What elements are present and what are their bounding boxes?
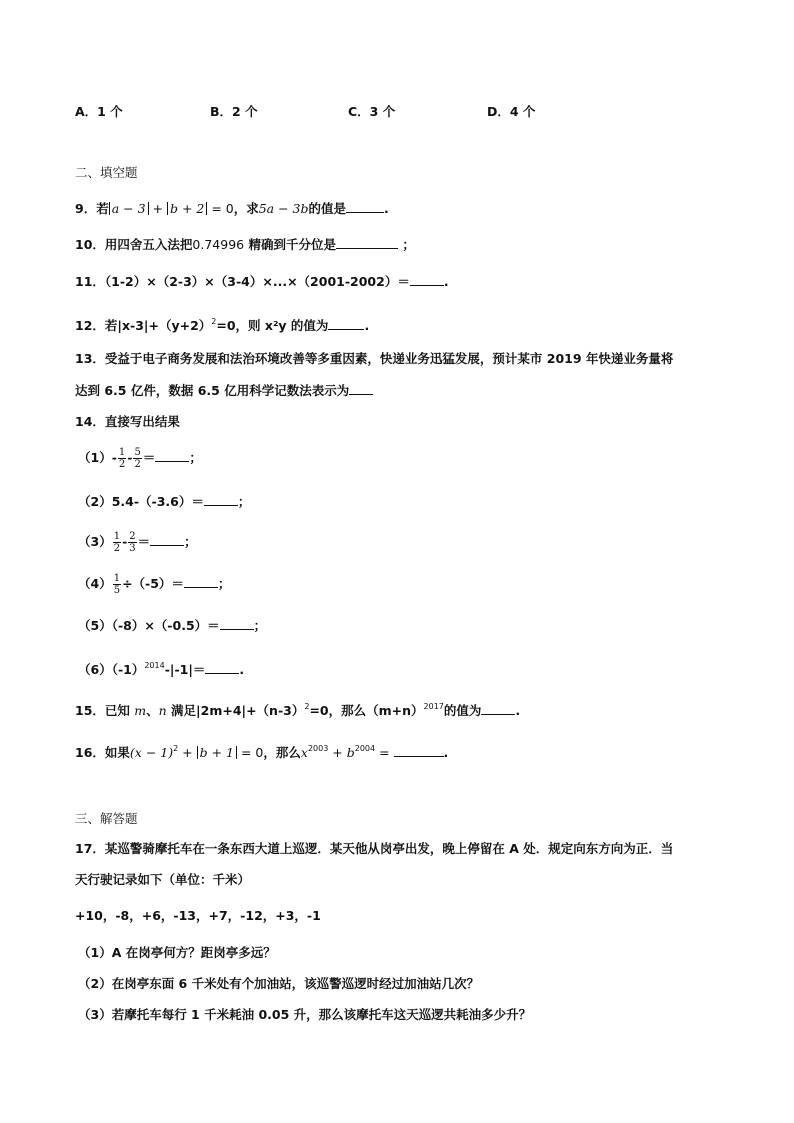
option-a: A．1 个 [75, 104, 123, 119]
answer-blank[interactable] [481, 702, 515, 715]
question-14-part-4: （4） $\frac{1}{5}$ ÷（-5）＝ ； [78, 573, 231, 596]
question-15: 15．已知 m、n 满足$|2m+4|+(n-3)^2=0$，那么$(m+n)^{2017}$的值为 . [75, 702, 521, 718]
section-title-fill-in: 二、填空题 [75, 165, 138, 180]
answer-blank[interactable] [184, 575, 218, 588]
question-17-sub-1: （1）A 在岗亭何方？距岗亭多远？ [78, 945, 276, 960]
question-12: 12．若$|x-3|+(y+2)^2=0$，则 x²y 的值为 . [75, 317, 370, 333]
answer-blank[interactable] [346, 200, 384, 213]
fraction: $\frac{1}{2}$ [118, 447, 126, 470]
answer-blank[interactable] [410, 273, 444, 286]
question-14-part-6: $(6)(-1)^{2014}-|-1|=$ . [78, 661, 245, 677]
answer-blank[interactable] [220, 617, 254, 630]
answer-blank[interactable] [205, 661, 239, 674]
question-17-records: +10，-8，+6，-13，+7，-12，+3，-1 [75, 908, 321, 923]
question-17-sub-2: （2）在岗亭东面 6 千米处有个加油站，该巡警巡逻时经过加油站几次？ [78, 976, 480, 991]
option-d: D．4 个 [487, 104, 536, 119]
answer-blank[interactable] [394, 744, 444, 757]
answer-blank[interactable] [336, 236, 398, 249]
fraction: $\frac{1}{5}$ [113, 573, 121, 596]
answer-blank[interactable] [155, 449, 189, 462]
question-17-line-2: 天行驶记录如下（单位：千米） [75, 872, 251, 887]
question-13-line-2: 达到 6.5 亿件，数据 6.5 亿用科学记数法表示为 [75, 382, 373, 400]
question-14-part-2: （2）5.4-（-3.6）＝ ； [78, 494, 251, 509]
question-10: 10．用四舍五入法把0.74996 精确到千分位是 ； [75, 237, 415, 252]
fraction: $\frac{2}{3}$ [129, 531, 136, 554]
question-16: 16．如果$(x - 1)^2 + b + 1 = 0$，那么$x^{2003} + b^{2004}$ = . [75, 744, 449, 760]
question-13-line-1: 13．受益于电子商务发展和法治环境改善等多重因素，快递业务迅猛发展，预计某市 2019 年快递业务量将 [75, 351, 674, 366]
question-17-line-1: 17．某巡警骑摩托车在一条东西大道上巡逻．某天他从岗亭出发，晚上停留在 A 处．规定向东方向为正．当 [75, 841, 674, 856]
section-title-solve: 三、解答题 [75, 811, 138, 826]
question-14-part-3: （3） $\frac{1}{2}$ - $\frac{2}{3}$ ＝ ； [78, 531, 197, 554]
answer-blank[interactable] [204, 493, 238, 506]
answer-blank[interactable] [150, 533, 184, 546]
question-11: 11．（1-2）×（2-3）×（3-4）×...×（2001-2002）＝ . [75, 274, 449, 289]
fraction: $\frac{1}{2}$ [113, 531, 121, 554]
option-c: C．3 个 [348, 104, 396, 119]
fraction: $\frac{5}{2}$ [134, 447, 141, 470]
question-9: 9．若 a − 3 + b + 2 = 0，求5a − 3b的值是 . [75, 201, 389, 216]
question-17-sub-3: （3）若摩托车每行 1 千米耗油 0.05 升，那么该摩托车这天巡逻共耗油多少升？ [78, 1007, 532, 1022]
question-14-part-5: （5）（-8）×（-0.5）＝ ； [78, 618, 267, 633]
option-b: B．2 个 [210, 104, 258, 119]
answer-blank[interactable] [328, 317, 364, 330]
answer-blank[interactable] [349, 382, 373, 395]
question-14-part-1: （1）- $\frac{1}{2}$ - $\frac{5}{2}$ ＝ ； [78, 447, 202, 470]
question-14-title: 14．直接写出结果 [75, 414, 180, 429]
